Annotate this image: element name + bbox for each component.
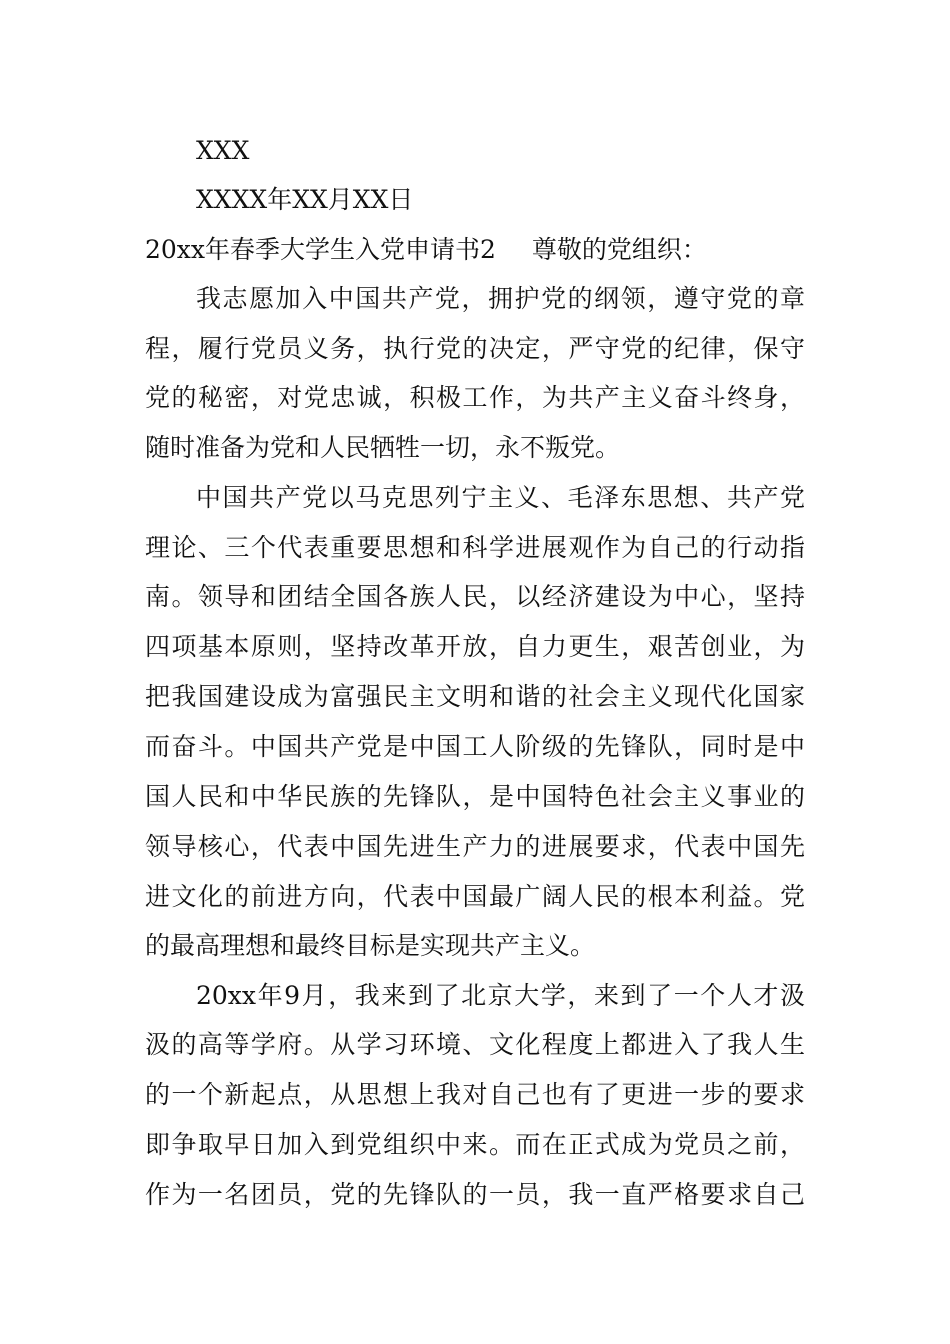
- heading-line: [145, 235, 707, 265]
- paragraph-3-line-2: 汲的高等学府。从学习环境、文化程度上都进入了我人生: [145, 1030, 805, 1059]
- paragraph-2-line-8: 领导核心，代表中国先进生产力的进展要求，代表中国先: [145, 832, 805, 861]
- paragraph-1-line-1: 我志愿加入中国共产党，拥护党的纲领，遵守党的章: [196, 284, 805, 313]
- paragraph-2-line-10: 的最高理想和最终目标是实现共产主义。: [145, 931, 596, 960]
- paragraph-1-line-3: 党的秘密，对党忠诚，积极工作，为共产主义奋斗终身，: [145, 383, 805, 412]
- paragraph-2-line-5: 把我国建设成为富强民主文明和谐的社会主义现代化国家: [145, 682, 805, 711]
- paragraph-3-line-5: 作为一名团员，党的先锋队的一员，我一直严格要求自己: [145, 1180, 805, 1209]
- paragraph-2-line-9: 进文化的前进方向，代表中国最广阔人民的根本利益。党: [145, 882, 805, 911]
- paragraph-1-line-4: 随时准备为党和人民牺牲一切，永不叛党。: [145, 433, 621, 462]
- paragraph-2-line-4: 四项基本原则，坚持改革开放，自力更生，艰苦创业，为: [145, 632, 805, 661]
- paragraph-2-line-7: 国人民和中华民族的先锋队，是中国特色社会主义事业的: [145, 782, 805, 811]
- document-title: 20xx年春季大学生入党申请书2: [145, 235, 496, 264]
- paragraph-3-line-4: 即争取早日加入到党组织中来。而在正式成为党员之前，: [145, 1130, 805, 1159]
- signature-name: XXX: [196, 136, 250, 165]
- paragraph-2-line-2: 理论、三个代表重要思想和科学进展观作为自己的行动指: [145, 533, 805, 562]
- signature-date: XXXX年XX月XX日: [196, 185, 414, 214]
- paragraph-2-line-6: 而奋斗。中国共产党是中国工人阶级的先锋队，同时是中: [145, 732, 805, 761]
- paragraph-3-line-3: 的一个新起点，从思想上我对自己也有了更进一步的要求: [145, 1080, 805, 1109]
- paragraph-3-line-1: 20xx年9月，我来到了北京大学，来到了一个人才汲: [196, 981, 805, 1010]
- paragraph-1-line-2: 程，履行党员义务，执行党的决定，严守党的纪律，保守: [145, 334, 805, 363]
- paragraph-2-line-1: 中国共产党以马克思列宁主义、毛泽东思想、共产党: [196, 483, 805, 512]
- paragraph-2-line-3: 南。领导和团结全国各族人民，以经济建设为中心，坚持: [145, 582, 805, 611]
- salutation: 尊敬的党组织：: [531, 235, 707, 264]
